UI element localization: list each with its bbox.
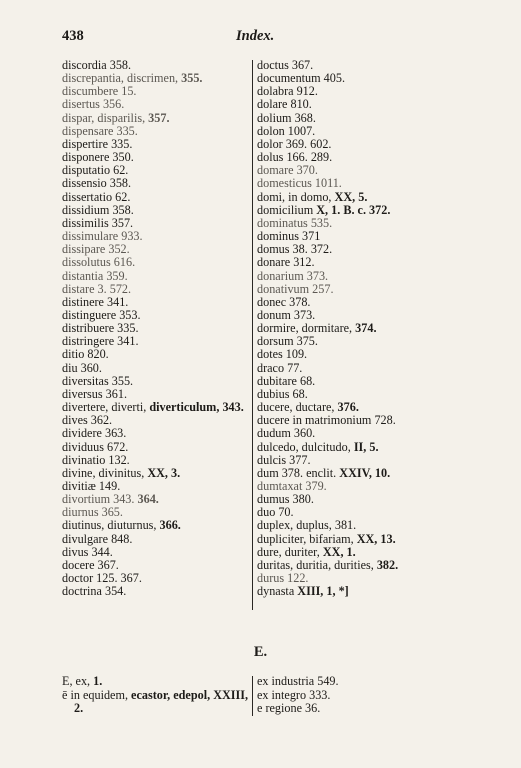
index-term: dupliciter, bifariam, <box>257 531 357 546</box>
section-heading: E. <box>253 644 268 660</box>
index-entry <box>62 689 250 716</box>
index-term: dolium 368. <box>257 110 316 125</box>
index-term: dominus 371 <box>257 229 321 244</box>
index-term: diversitas 355. <box>62 373 134 388</box>
index-reference-bold: 382. <box>376 557 399 572</box>
index-term: dulcis 377. <box>257 452 311 467</box>
index-term: dispertire 335. <box>62 136 133 151</box>
index-term: duo 70. <box>257 505 294 520</box>
index-term: domesticus 1011. <box>257 176 342 191</box>
index-reference-bold: XX, 13. <box>356 531 396 546</box>
index-term: ex industria 549. <box>257 674 339 688</box>
page-header <box>52 28 462 50</box>
index-term: dissolutus 616. <box>62 255 136 270</box>
index-term: E, ex, <box>62 674 94 688</box>
index-term: divitiæ 149. <box>62 479 121 493</box>
index-reference-bold: diverticulum, <box>149 400 220 415</box>
index-term: divertere, diverti, <box>62 400 150 415</box>
index-term: e regione 36. <box>257 701 321 715</box>
index-column-right <box>257 59 467 598</box>
index-term: docere 367. <box>62 557 119 572</box>
index-term: dissidium 358. <box>62 202 134 217</box>
index-term: dolus 166. 289. <box>257 150 333 165</box>
index-term: divine, divinitus, <box>62 465 148 480</box>
index-entry <box>257 675 457 689</box>
index-term: distringere 341. <box>62 334 139 349</box>
index-term: ex integro 333. <box>257 687 331 702</box>
index-term: divinatio 132. <box>62 452 130 467</box>
index-reference-bold: 1. <box>93 674 103 688</box>
index-term: duritas, duritia, durities, <box>257 557 377 572</box>
index-term: ē in equidem, <box>62 687 132 702</box>
index-term: dumus 380. <box>257 492 314 507</box>
section-column-divider <box>252 676 253 716</box>
index-term: diu 360. <box>62 360 102 375</box>
index-term: donare 312. <box>257 255 315 270</box>
index-term: distantia 359. <box>62 268 128 283</box>
index-term: disputatio 62. <box>62 163 129 178</box>
index-entry <box>257 702 457 716</box>
index-reference-bold: XX, 1. <box>322 544 356 559</box>
column-divider <box>252 60 253 610</box>
index-term: domus 38. 372. <box>257 242 333 257</box>
index-term: dispar, disparilis, <box>62 110 149 125</box>
index-term: dumtaxat 379. <box>257 479 327 493</box>
index-term: divus 344. <box>62 544 113 559</box>
index-term: dudum 360. <box>257 426 316 441</box>
index-term: doctus 367. <box>257 58 314 72</box>
index-term: diurnus 365. <box>62 505 123 520</box>
index-reference-tail: XXIII, 2. <box>74 687 249 715</box>
index-entry <box>62 585 252 598</box>
index-reference-bold: 355. <box>181 71 203 86</box>
index-term: dotes 109. <box>257 347 308 362</box>
index-term: dissimulare 933. <box>62 229 143 244</box>
index-reference-bold: XIII, 1, *] <box>297 584 349 599</box>
index-term: durus 122. <box>257 571 309 586</box>
index-term: documentum 405. <box>257 71 346 86</box>
index-term: divortium 343. <box>62 492 138 507</box>
index-reference-bold: XX, 3. <box>147 465 181 480</box>
index-reference-bold: X, 1. B. c. 372. <box>316 202 391 217</box>
index-term: dolabra 912. <box>257 84 318 99</box>
index-entry <box>257 585 467 598</box>
index-term: dissertatio 62. <box>62 189 131 204</box>
index-term: dividere 363. <box>62 426 127 441</box>
index-term: disponere 350. <box>62 150 134 165</box>
index-reference-bold: 374. <box>355 321 377 336</box>
index-term: discumbere 15. <box>62 84 137 99</box>
index-reference-bold: 364. <box>137 492 159 507</box>
index-term: dolare 810. <box>257 97 312 112</box>
index-term: dolor 369. 602. <box>257 136 332 151</box>
index-term: dormire, dormitare, <box>257 321 356 336</box>
index-term: dynasta <box>257 584 298 599</box>
section-column-right <box>257 675 457 716</box>
index-reference-bold: XXIV, 10. <box>339 465 391 480</box>
index-term: dividuus 672. <box>62 439 129 454</box>
index-term: diversus 361. <box>62 386 127 401</box>
index-reference-bold: 357. <box>148 110 170 125</box>
index-term: draco 77. <box>257 360 303 375</box>
index-term: dubius 68. <box>257 386 308 401</box>
index-column-left <box>62 59 252 598</box>
index-term: dure, duriter, <box>257 544 323 559</box>
index-reference-tail: 343. <box>219 400 244 415</box>
section-column-left <box>62 675 250 716</box>
index-term: distinguere 353. <box>62 307 141 322</box>
index-term: dum 378. enclit. <box>257 465 340 480</box>
index-term: dubitare 68. <box>257 373 316 388</box>
index-term: discrepantia, discrimen, <box>62 71 182 86</box>
index-term: discordia 358. <box>62 58 132 72</box>
index-reference-bold: II, 5. <box>353 439 379 454</box>
index-term: dorsum 375. <box>257 334 318 349</box>
index-term: ditio 820. <box>62 347 109 362</box>
index-term: diutinus, diuturnus, <box>62 518 160 533</box>
index-term: dolon 1007. <box>257 123 316 138</box>
index-term: duplex, duplus, 381. <box>257 518 357 533</box>
index-term: donum 373. <box>257 307 316 322</box>
page-title: Index. <box>236 28 275 44</box>
index-term: donarium 373. <box>257 268 329 283</box>
index-term: divulgare 848. <box>62 531 133 546</box>
index-term: doctor 125. 367. <box>62 571 142 586</box>
index-reference-bold: ecastor, edepol, <box>131 687 211 702</box>
index-term: donec 378. <box>257 294 311 309</box>
index-term: dominatus 535. <box>257 215 333 230</box>
index-term: doctrina 354. <box>62 584 127 599</box>
index-term: dissensio 358. <box>62 176 132 191</box>
index-term: donativum 257. <box>257 281 334 296</box>
index-term: distinere 341. <box>62 294 129 309</box>
index-term: distare 3. 572. <box>62 281 132 296</box>
index-term: dispensare 335. <box>62 123 138 138</box>
page-number: 438 <box>62 28 84 44</box>
index-term: ducere in matrimonium 728. <box>257 413 396 428</box>
index-reference-bold: 376. <box>337 400 359 415</box>
index-reference-bold: 366. <box>159 518 181 533</box>
index-term: domi, in domo, <box>257 189 335 204</box>
index-reference-bold: XX, 5. <box>334 189 368 204</box>
index-term: ducere, ductare, <box>257 400 338 415</box>
index-term: domare 370. <box>257 163 318 178</box>
index-term: disertus 356. <box>62 97 125 112</box>
index-term: dives 362. <box>62 413 113 428</box>
index-term: dissipare 352. <box>62 242 130 257</box>
index-term: dulcedo, dulcitudo, <box>257 439 354 454</box>
index-term: dissimilis 357. <box>62 215 134 230</box>
index-entry <box>257 689 457 703</box>
index-term: domicilium <box>257 202 317 217</box>
index-entry <box>62 675 250 689</box>
index-term: distribuere 335. <box>62 321 139 336</box>
